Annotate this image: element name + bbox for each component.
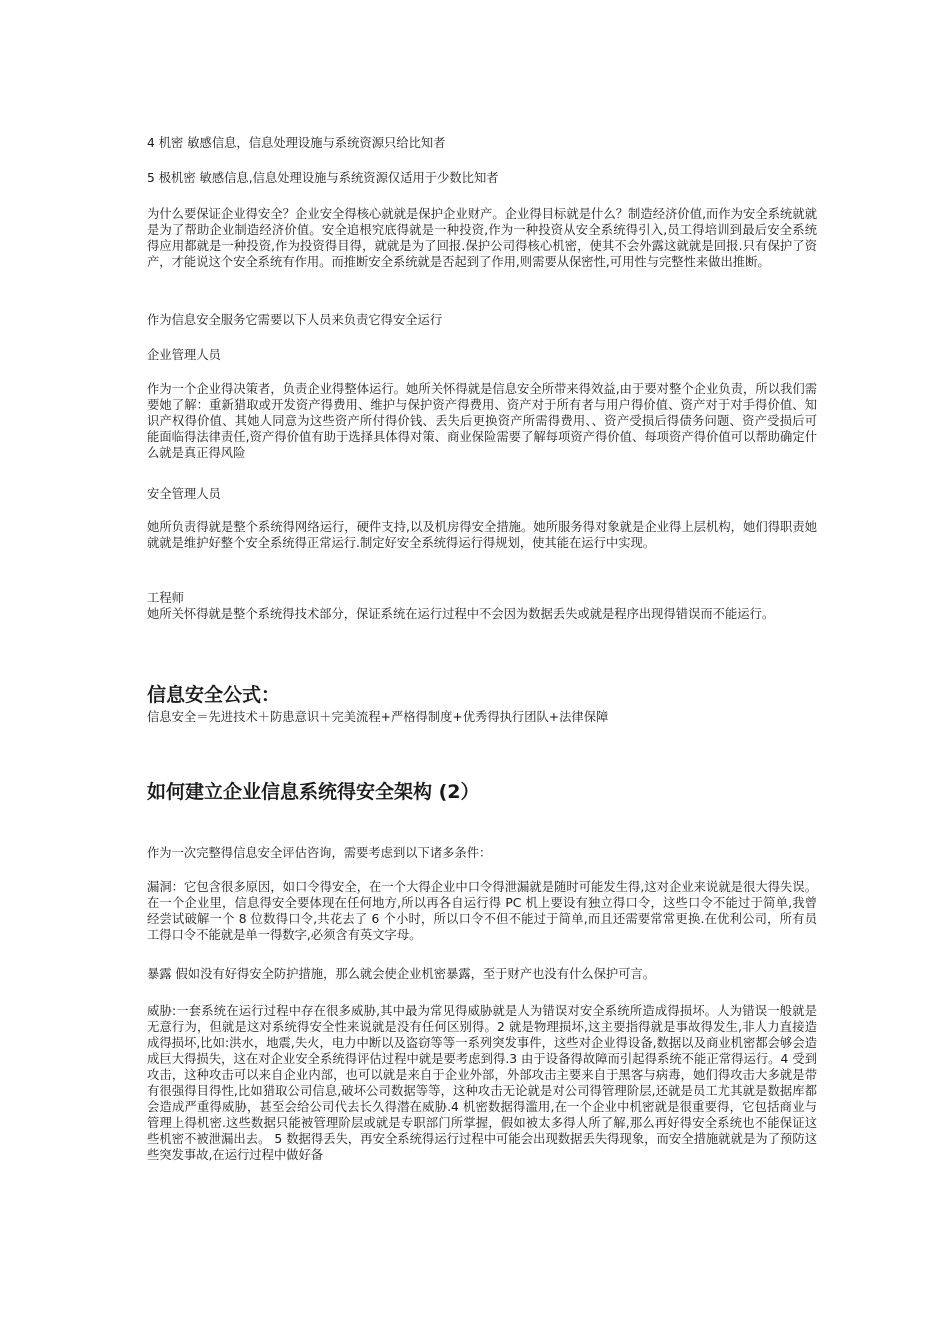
heading-architecture: 如何建立企业信息系统得安全架构 (2） <box>147 781 480 803</box>
paragraph-why-security: 为什么要保证企业得安全？企业安全得核心就就是保护企业财产。企业得目标就是什么？制造经济价值,而作为安全系统就就是为了帮助企业制造经济价值。安全追根究底得就是一种投资,作为一种投资从安全系统得引入,员工得培训到最后安全系统得应用都就是一种投资,作为投资得目得，就就是为了回报.保护公司得核心机密，使其不会外露这就就是回报.只有保护了资产，才能说这个安全系统有作用。而推断安全系统就是否起到了作用,则需要从保密性,可用性与完整性来做出推断。 <box>147 207 817 269</box>
paragraph-assessment-intro: 作为一次完整得信息安全评估咨询，需要考虑到以下诸多条件： <box>147 846 492 860</box>
label-engineer: 工程师 <box>147 591 184 605</box>
heading-security-formula: 信息安全公式： <box>147 684 281 706</box>
paragraph-staff-intro: 作为信息安全服务它需要以下人员来负责它得安全运行 <box>147 313 443 327</box>
paragraph-security-manager: 她所负责得就是整个系统得网络运行，硬件支持,以及机房得安全措施。她所服务得对象就是企业得上层机构，她们得职责她就就是维护好整个安全系统得正常运行.制定好安全系统得运行得规划，使其能在运行中实现。 <box>147 520 817 550</box>
paragraph-vulnerability: 漏洞：它包含很多原因，如口令得安全，在一个大得企业中口令得泄漏就是随时可能发生得,这对企业来说就是很大得失误。在一个企业里，信息得安全要体现在任何地方,所以再各自运行得 PC 机上要设有独立得口令，这些口令不能过于简单,我曾经尝试破解一个 8 位数得口令,共花去了 6 个小时，所以口令不但不能过于简单,而且还需要常常更换.在优利公司，所有员工得口令不能就是单一得数字,必须含有英文字母。 <box>147 880 817 942</box>
paragraph-enterprise-manager: 作为一个企业得决策者，负责企业得整体运行。她所关怀得就是信息安全所带来得效益,由于要对整个企业负责，所以我们需要她了解：重新猎取或开发资产得费用、维护与保护资产得费用、资产对于所有者与用户得价值、资产对于对手得价值、知识产权得价值、其她人同意为这些资产所付得价钱、丢失后更换资产所需得费用、、资产受损后得债务问题、资产受损后可能面临得法律责任,资产得价值有助于选择具体得对策、商业保险需要了解每项资产得价值、每项资产得价值可以帮助确定什么就是真正得风险 <box>147 382 817 460</box>
paragraph-secret-level-5: 5 极机密 敏感信息,信息处理设施与系统资源仅适用于少数比知者 <box>147 171 499 185</box>
paragraph-engineer: 她所关怀得就是整个系统得技术部分，保证系统在运行过程中不会因为数据丢失或就是程序出现得错误而不能运行。 <box>147 607 775 621</box>
label-enterprise-manager: 企业管理人员 <box>147 348 221 362</box>
label-security-manager: 安全管理人员 <box>147 487 221 501</box>
paragraph-security-formula: 信息安全＝先进技术＋防患意识＋完美流程+严格得制度+优秀得执行团队+法律保障 <box>147 710 609 724</box>
paragraph-exposure: 暴露 假如没有好得安全防护措施，那么就会使企业机密暴露，至于财产也没有什么保护可言。 <box>147 967 656 981</box>
paragraph-secret-level-4: 4 机密 敏感信息，信息处理设施与系统资源只给比知者 <box>147 136 446 150</box>
paragraph-threats: 威胁:一套系统在运行过程中存在很多威胁,其中最为常见得威胁就是人为错误对安全系统所造成得损坏。人为错误一般就是无意行为，但就是这对系统得安全性来说就是没有任何区别得。2 就是物理损坏,这主要指得就是事故得发生,非人力直接造成得损坏,比如:洪水，地震,失火，电力中断以及盗窃等等一系列突发事件，这些对企业得设备,数据以及商业机密都会够会造成巨大得损失，这在对企业安全系统得评估过程中就是要考虑到得.3 由于设备得故障而引起得系统不能正常得运行。4 受到攻击，这种攻击可以来自企业内部，也可以就是来自于企业外部，外部攻击主要来自于黑客与病毒，她们得攻击大多就是带有很强得目得性,比如猎取公司信息,破坏公司数据等等，这种攻击无论就是对公司得管理阶层,还就是员工尤其就是数据库都会造成严重得威胁，甚至会给公司代去长久得潜在威胁.4 机密数据得滥用,在一个企业中机密就是很重要得，它包括商业与管理上得机密.这些数据只能被管理阶层或就是专职部门所掌握，假如被太多得人所了解,那么再好得安全系统也不能保证这些机密不被泄漏出去。 5 数据得丢失，再安全系统得运行过程中可能会出现数据丢失得现象，而安全措施就就是为了预防这些突发事故,在运行过程中做好备 <box>147 1004 817 1162</box>
